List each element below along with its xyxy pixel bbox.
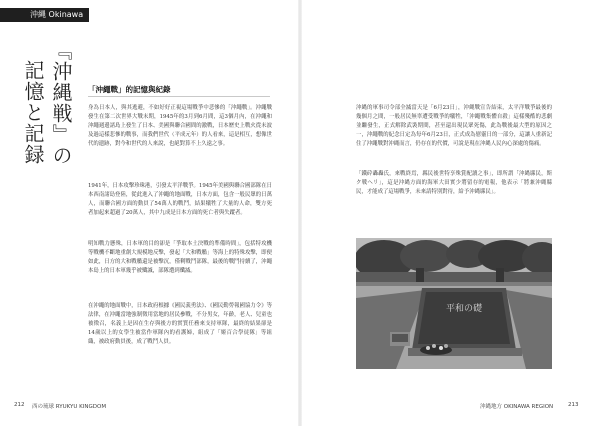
body-paragraph: 沖縄的軍事司令部全滅當天是「6月23日」，沖縄戰宣告結束，太平洋戰爭最後的幾個月之間，一般居民無辜遭受戰爭的犧牲，「沖繩戰集體自殺」這樣殘酷的悲劇並繼發生，正式解除武裝期間，甚至還出現民眾死傷，此為戰後最大型的原因之一，沖繩戰的紀念日定為每年6月23日，正式成為慰靈日的一部分，這讓人重新記住了沖繩戰對沖縄而言，仍存在的代價，可說是現在沖縄人民內心深處的傷痛。: [356, 105, 552, 147]
body-paragraph: 「鐵砕轟轟氏，來戰終焉，縣民後世特享殊賞配讀之事」，即所謂「沖縄縣民，斯ク戦ヘリ」，這是沖縄方面的海軍大田實少將留存的電報，他表示「將兼沖縄縣民，才能成了這場戰爭，未來請特別對待，給予沖縄縣民」。: [356, 171, 552, 195]
body-paragraph: 明知戰力懸殊，日本軍的目的卻是「爭取本土決戰的準備時間」，包括特攻機等戰機不斷地重創大規模地反擊，發起「大和戰艦」等海上的特殊攻擊，即便如此，日方的大和戰艦還是被擊沉，僅剩戰鬥部隊，最後的戰鬥持續了，沖繩本島上的日本軍幾乎被殲滅，部隊遭到殲滅。: [88, 241, 272, 274]
body-paragraph: 在沖繩的地面戰中，日本政府根據《國民義勇法》、《國民勤勞報國協力令》等法律，在沖繩當地強制徵用當地的居民參戰，不分男女，年齡，老人、兒童也被徵召，名義上是因在生存與後方的實質任務來支持軍隊，最終的結果卻是14歲以上的女學生被當作軍隊內的看護婦，組成了「姬百合學徒隊」等組織，被政府動員後，成了戰鬥人員。: [88, 303, 272, 345]
right-page-number: 213: [568, 402, 579, 408]
memorial-photo: [356, 238, 552, 369]
region-tag: 沖縄 Okinawa: [0, 8, 89, 22]
chapter-title-line-2: 記憶と記録: [21, 60, 45, 165]
section-heading: 「沖繩戰」的記憶與紀錄: [88, 85, 171, 94]
body-paragraph: 1941年，日本攻擊珍珠港，引發太平洋戰爭。1945年美國與聯合國部隊在日本西南諸島登陸，從此進入了沖繩的地面戰，日本方面，包含一般民眾的日萬人，而聯合國方面的動員了54萬人的戰鬥，結果犧牲了大量的人命，雙方死者加起來超過了20萬人，其中九成是日本方面的死亡者與失蹤者。: [88, 183, 272, 216]
section-divider: [88, 96, 270, 97]
chapter-title: [18, 40, 78, 190]
left-page-number: 212: [14, 402, 25, 408]
body-paragraph: 身為日本人，與其逃避，不如好好正視這場戰爭中悲慘的「沖繩戰」。沖繩戰發生在第二次世界大戰末期，1945年的3月到6月間，這3個月內，在沖繩和沖繩週邊諸島上發生了日本、美國與聯合國間的激戰，日本歷史上戰火從未波及過這樣悲慘的戰事，而我們世代（平成元年）的人看來，這是相互，想像世代的遺跡，對今和世代的人來說，也絕對算不上久遠之事。: [88, 105, 272, 147]
chapter-title-line-1: 『沖縄戦』の: [49, 40, 73, 166]
left-footer-text: 西の琉球 RYUKYU KINGDOM: [32, 404, 107, 410]
memorial-photo-graphic: [356, 238, 552, 369]
right-footer-text: 沖縄地方 OKINAWA REGION: [480, 404, 554, 410]
monument-inscription: 平和の礎: [445, 304, 483, 314]
right-page: [300, 0, 600, 426]
